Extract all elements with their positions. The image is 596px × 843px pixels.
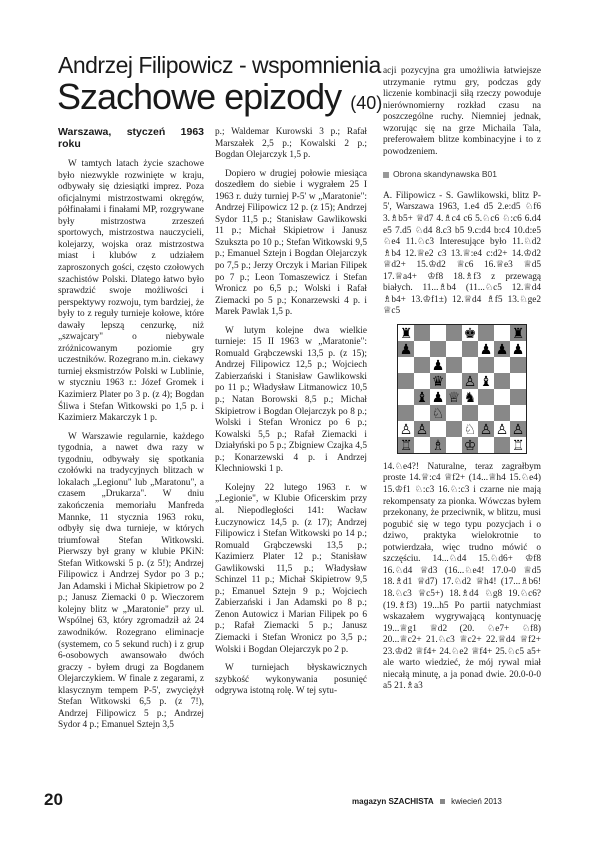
paragraph: W lutym kolejne dwa wielkie turnieje: 15 II 1963 w „Maratonie": Romuald Grąbczewski 13,5 p. (z 15); Andrzej Filipowicz 12,5 p.; Wojciech Zabierzański i Stanisław Gawlikowski po 11 p.; Władysław Litmanowicz 10,5 p.; Natan Borowski 8,5 p.; Michał Skipietrow i Bogdan Olejarczyk po 8 p.; Wolski i Stefan Wronicz po 6 p.; Kowalski 5,5 p.; Rafał Ziemacki i Działyński po 5 p.; Zbigniew Czajka 4,5 p.; Konarzewski 4 p. i Andrzej Klechniowski 1 p. [215,325,367,475]
game-moves: A. Filipowicz - S. Gawlikowski, blitz P-5', Warszawa 1963, 1.e4 d5 2.e:d5 ♘f6 3.♗b5+ ♕d7 4.♗c4 c6 5.♘c6 ♘:c6 6.d4 e5 7.d5 ♘d4 8.c3 b5 9.c:d4 b:c4 10.d:e5 ♘e4 11.♘c3 Interesujące było 11.♘d2 ♗b4 12.♕e2 c3 13.♕:e4 c:d2+ 14.♔d2 ♕d2+ 15.♔d2 ♕c6 16.♕e3 ♕d5 17.♕a4+ ♔f8 18.♗f3 z przewagą białych. 11...♗b4 (11...♘c5 12.♕d4 ♗b4+ 13.♔f1±) 12.♕d4 ♗f5 13.♘ge2 ♕c5 [383,190,541,317]
board-square [414,341,430,357]
column-1 [58,127,204,732]
magazine-name: magazyn SZACHISTA [352,797,434,806]
column-2 [215,127,367,698]
paragraph: W Warszawie regularnie, każdego tygodnia, a nawet dwa razy w tygodniu, odbywały się spotkania czołówki na tradycyjnych blitzach w lokalach „Legionu" lub „Maratonu", a czasem „Drukarza". W dniu zakończenia memoriału Manfreda Mannke, 11 stycznia 1963 roku, odbyły się dwa turnieje, w których triumfował Stefan Witkowski. Pierwszy był grany w klubie PKiN: Stefan Witkowski 5 p. (z 5!); Andrzej Filipowicz i Andrzej Sydor po 3 p.; Jan Adamski i Michał Skipietrow po 2 p.; Janusz Ziemacki 0 p. Wieczorem kolejny blitz w „Maratonie" przy ul. Wspólnej 63, który zgromadził aż 24 zawodników. Rozegrano eliminacje (systemem, co 5 sekund ruch) i z grup 6-osobowych awansowało dwóch graczy - byłem drugi za Bogdanem Olejarczykiem. W finale z zegarami, z klasycznym tempem P-5', zwyciężył Stefan Witkowski 6,5 p. (z 7!), Andrzej Filipowicz 5 p.; Andrzej Sydor 4 p.; Emanuel Sztejn 3,5 [58,431,204,731]
chess-piece-icon: ♙ [511,421,525,438]
column-3 [383,66,541,693]
chess-piece-icon: ♝ [479,373,493,390]
board-square [398,405,414,421]
chess-piece-icon: ♚ [463,325,477,342]
chess-piece-icon: ♜ [511,325,525,342]
chess-piece-icon: ♞ [463,389,477,406]
board-square [398,389,414,405]
paragraph: p.; Waldemar Kurowski 3 p.; Rafał Marszałek 2,5 p.; Kowalski 2 p.; Bogdan Olejarczyk 1,5 p. [215,127,367,161]
board-square [494,357,510,373]
board-square [478,389,494,405]
board-square [478,437,494,453]
paragraph: acji pozycyjna gra umożliwia łatwiejsze utrzymanie rytmu gry, podczas gdy liczenie kombinacji siłą rzeczy powoduje nierównomierny rozkład czasu na poszczególne ruchy. Niemniej jednak, wzorując się na grze Michaila Tala, preferowałem blitze kombinacyjne i to z powodzeniem. [383,66,541,157]
square-separator-icon [440,799,445,804]
square-bullet-icon [383,172,389,178]
board-square [462,357,478,373]
board-square [446,357,462,373]
board-square [398,357,414,373]
board-square [478,325,494,341]
game-opening-label [383,169,541,181]
chess-piece-icon: ♙ [415,421,429,438]
chess-piece-icon: ♟ [495,341,509,358]
chess-piece-icon: ♗ [431,437,445,454]
board-square [494,325,510,341]
episode-number: (40) [350,93,383,113]
chess-piece-icon: ♕ [447,389,461,406]
chess-piece-icon: ♝ [415,389,429,406]
board-square [414,405,430,421]
chess-piece-icon: ♟ [399,341,413,358]
chess-piece-icon: ♔ [463,437,477,454]
board-square [478,357,494,373]
board-square [430,421,446,437]
paragraph: Kolejny 22 lutego 1963 r. w „Legionie", w Klubie Oficerskim przy al. Niepodległości 141: Wacław Łuczynowicz 14,5 p. (z 17); Andrzej Filipowicz i Stefan Witkowski po 14 p.; Romuald Grąbczewski 13,5 p.; Kazimierz Plater 12 p.; Stanisław Gawlikowski 11,5 p.; Władysław Schinzel 11 p.; Michał Skipietrow 9,5 p.; Emanuel Sztejn 9 p.; Wojciech Zabierzański i Jan Adamski po 8 p.; Zenon Autowicz i Marian Filipek po 6 p.; Rafał Ziemacki 5 p.; Janusz Ziemacki i Stefan Wronicz po 3,5 p.; Wolski i Bogdan Olejarczyk po 2 p. [215,482,367,655]
paragraph: W turniejach błyskawicznych szybkość wykonywania posunięć odgrywa istotną rolę. W tej sytu- [215,663,367,697]
board-square [414,373,430,389]
board-square [446,421,462,437]
chess-piece-icon: ♙ [399,421,413,438]
game-opening-text: Obrona skandynawska B01 [393,169,497,180]
board-square [510,357,526,373]
chess-piece-icon: ♟ [479,341,493,358]
footer-credit [352,797,502,806]
board-square [462,405,478,421]
board-square [446,325,462,341]
chess-piece-icon: ♛ [431,373,445,390]
board-square [414,357,430,373]
board-square [446,341,462,357]
title-text: Szachowe epizody [57,76,342,117]
section-heading: Warszawa, styczeń 1963 roku [58,126,204,150]
board-square [494,437,510,453]
chess-piece-icon: ♟ [431,389,445,406]
chess-diagram [397,324,527,454]
chess-piece-icon: ♙ [495,421,509,438]
chess-piece-icon: ♖ [399,437,413,454]
board-square [430,325,446,341]
game-moves-continued: 14.♘e4?! Naturalne, teraz zagrałbym proste 14.♕:c4 ♕f2+ (14...♕h4 15.♘e4) 15.♔f1 ♘:c3 16.♘:c3 i czarne nie mają rekompensaty za pionka. Wówczas byłem przekonany, że przeciwnik, w blitzu, musi pogubić się w tego typu pozycjach i o dziwo, praktyka wielokrotnie to potwierdzała, więc trudno mówić o szczęściu. 14...♘d4 15.♘d6+ ♔f8 16.♘d4 ♕d3 (16...♘e4! 17.0-0 ♕d5 18.♗d1 ♕d7) 17.♘d2 ♕h4! (17...♗b6! 18.♘c3 ♕c5+) 18.♗d4 ♘g8 19.♘c6? (19.♗f3) 19...h5 Po partii natychmiast wskazałem wygrywającą kontynuację 19...♕g1 ♕d2 (20. ♘e7+ ♘f8) 20...♕c2+ 21.♘c3 ♕c2+ 22.♕d4 ♕f2+ 23.♔d2 ♕f4+ 24.♘e2 ♕f4+ 25.♘c5 a5+ ale warto wiedzieć, że mój rywal miał niecałą minutę, a ja ponad dwie. 20.0-0-0 a5 21.♗a3 [383,461,541,692]
chess-piece-icon: ♟ [431,357,445,374]
board-square [494,389,510,405]
chess-piece-icon: ♘ [431,405,445,422]
chess-piece-icon: ♟ [511,341,525,358]
board-square [398,373,414,389]
board-square [414,437,430,453]
issue-date: kwiecień 2013 [451,797,502,806]
board-square [462,341,478,357]
board-square [494,373,510,389]
board-square [510,389,526,405]
board-square [446,437,462,453]
chess-piece-icon: ♙ [479,421,493,438]
board-square [414,325,430,341]
chess-piece-icon: ♘ [463,421,477,438]
board-square [510,373,526,389]
board-square [430,341,446,357]
paragraph: Dopiero w drugiej połowie miesiąca doszedłem do siebie i wygrałem 25 I 1963 r. duży turniej P-5' w „Maratonie": Andrzej Filipowicz 12 p. (z 15); Andrzej Sydor 11,5 p.; Stanisław Gawlikowski 11 p.; Michał Skipietrow i Janusz Szukszta po 10 p.; Stefan Witkowski 9,5 p.; Emanuel Sztejn i Bogdan Olejarczyk po 7,5 p.; Jerzy Orczyk i Marian Filipek po 7 p.; Leon Tomaszewicz i Stefan Wronicz po 6,5 p.; Wolski i Rafał Ziemacki po 5 p.; Konarzewski 4 p. i Marek Pawlak 1,5 p. [215,168,367,318]
paragraph: W tamtych latach życie szachowe było niezwykle rozwinięte w kraju, odbywały się dziesiątki imprez. Poza oficjalnymi mistrzostwami okręgów, półfinałami i finałami MP, rozgrywane były mistrzostwa zrzeszeń sportowych, mistrzostwa nauczycieli, kolejarzy, wojska oraz mistrzostwa miast i klubów z udziałem zaproszonych gości, często czołowych szachistów Polski. Dlatego łatwo było sprawdzić swoje możliwości i perspektywy rozwoju, tym bardziej, że były to z reguły turnieje kołowe, które dawały lepszą cenzurkę, niż „szwajcary" o niebywale zróżnicowanym poziomie gry uczestników. Rozegrano m.in. ciekawy turniej eksmistrzów Polski w Lublinie, w styczniu 1963 r.: Józef Gromek i Kazimierz Plater po 3 p. (z 4); Bogdan Śliwa i Stefan Witkowski po 1,5 p. i Kazimierz Makarczyk 1 p. [58,159,204,424]
board-square [510,405,526,421]
chess-piece-icon: ♜ [399,325,413,342]
page-number: 20 [44,790,63,809]
board-square [494,405,510,421]
board-square [478,405,494,421]
chess-piece-icon: ♙ [463,373,477,390]
board-square [446,405,462,421]
board-square [446,373,462,389]
chess-piece-icon: ♖ [511,437,525,454]
article-title [57,76,382,118]
article-author-line: Andrzej Filipowicz - wspomnienia [58,52,381,78]
